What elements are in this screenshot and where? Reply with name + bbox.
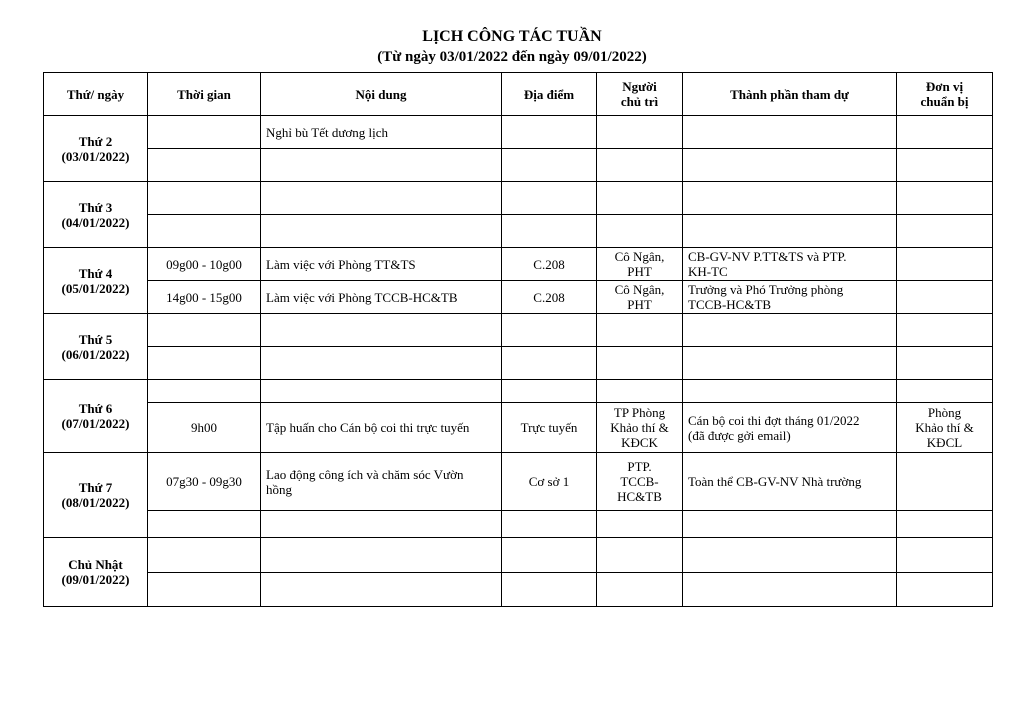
event-place: C.208 xyxy=(502,281,597,314)
event-participants: Cán bộ coi thi đợt tháng 01/2022 (đã được gởi email) xyxy=(683,403,897,453)
event-time: 07g30 - 09g30 xyxy=(148,453,261,511)
event-content: Tập huấn cho Cán bộ coi thi trực tuyến xyxy=(261,403,502,453)
event-host: Cô Ngân, PHT xyxy=(597,281,683,314)
event-unit: Phòng Khảo thí & KĐCL xyxy=(897,403,993,453)
table-header-row xyxy=(44,73,993,116)
table-row xyxy=(44,248,993,281)
event-participants: CB-GV-NV P.TT&TS và PTP. KH-TC xyxy=(683,248,897,281)
event-time: 09g00 - 10g00 xyxy=(148,248,261,281)
table-row xyxy=(44,116,993,149)
day-cell-thu: Thứ 5 (06/01/2022) xyxy=(44,314,148,380)
event-host: TP Phòng Khảo thí & KĐCK xyxy=(597,403,683,453)
event-place: Trực tuyến xyxy=(502,403,597,453)
table-row xyxy=(44,281,993,314)
header-time: Thời gian xyxy=(148,73,261,116)
table-row xyxy=(44,314,993,347)
table-row xyxy=(44,511,993,538)
event-time: 14g00 - 15g00 xyxy=(148,281,261,314)
event-content: Nghỉ bù Tết dương lịch xyxy=(261,116,502,149)
table-row xyxy=(44,573,993,607)
event-content: Lao động công ích và chăm sóc Vườn hồng xyxy=(261,453,502,511)
table-row xyxy=(44,538,993,573)
page-subtitle: (Từ ngày 03/01/2022 đến ngày 09/01/2022) xyxy=(377,49,647,65)
table-row xyxy=(44,149,993,182)
event-content: Làm việc với Phòng TT&TS xyxy=(261,248,502,281)
schedule-table xyxy=(43,72,993,607)
event-participants: Toàn thể CB-GV-NV Nhà trường xyxy=(683,453,897,511)
page-title: LỊCH CÔNG TÁC TUẦN xyxy=(422,28,602,45)
day-cell-tue: Thứ 3 (04/01/2022) xyxy=(44,182,148,248)
table-row xyxy=(44,453,993,511)
day-cell-sun: Chủ Nhật (09/01/2022) xyxy=(44,538,148,607)
header-host: Người chủ trì xyxy=(597,73,683,116)
header-day: Thứ/ ngày xyxy=(44,73,148,116)
event-content: Làm việc với Phòng TCCB-HC&TB xyxy=(261,281,502,314)
event-participants: Trưởng và Phó Trưởng phòng TCCB-HC&TB xyxy=(683,281,897,314)
table-row xyxy=(44,215,993,248)
event-place: Cơ sở 1 xyxy=(502,453,597,511)
event-time: 9h00 xyxy=(148,403,261,453)
header-content: Nội dung xyxy=(261,73,502,116)
event-host: Cô Ngân, PHT xyxy=(597,248,683,281)
day-cell-sat: Thứ 7 (08/01/2022) xyxy=(44,453,148,538)
table-row xyxy=(44,182,993,215)
header-unit: Đơn vị chuẩn bị xyxy=(897,73,993,116)
event-host: PTP. TCCB- HC&TB xyxy=(597,453,683,511)
table-row xyxy=(44,380,993,403)
table-row xyxy=(44,403,993,453)
event-place: C.208 xyxy=(502,248,597,281)
day-cell-wed: Thứ 4 (05/01/2022) xyxy=(44,248,148,314)
header-place: Địa điểm xyxy=(502,73,597,116)
table-row xyxy=(44,347,993,380)
day-cell-fri: Thứ 6 (07/01/2022) xyxy=(44,380,148,453)
header-participants: Thành phần tham dự xyxy=(683,73,897,116)
day-cell-mon: Thứ 2 (03/01/2022) xyxy=(44,116,148,182)
